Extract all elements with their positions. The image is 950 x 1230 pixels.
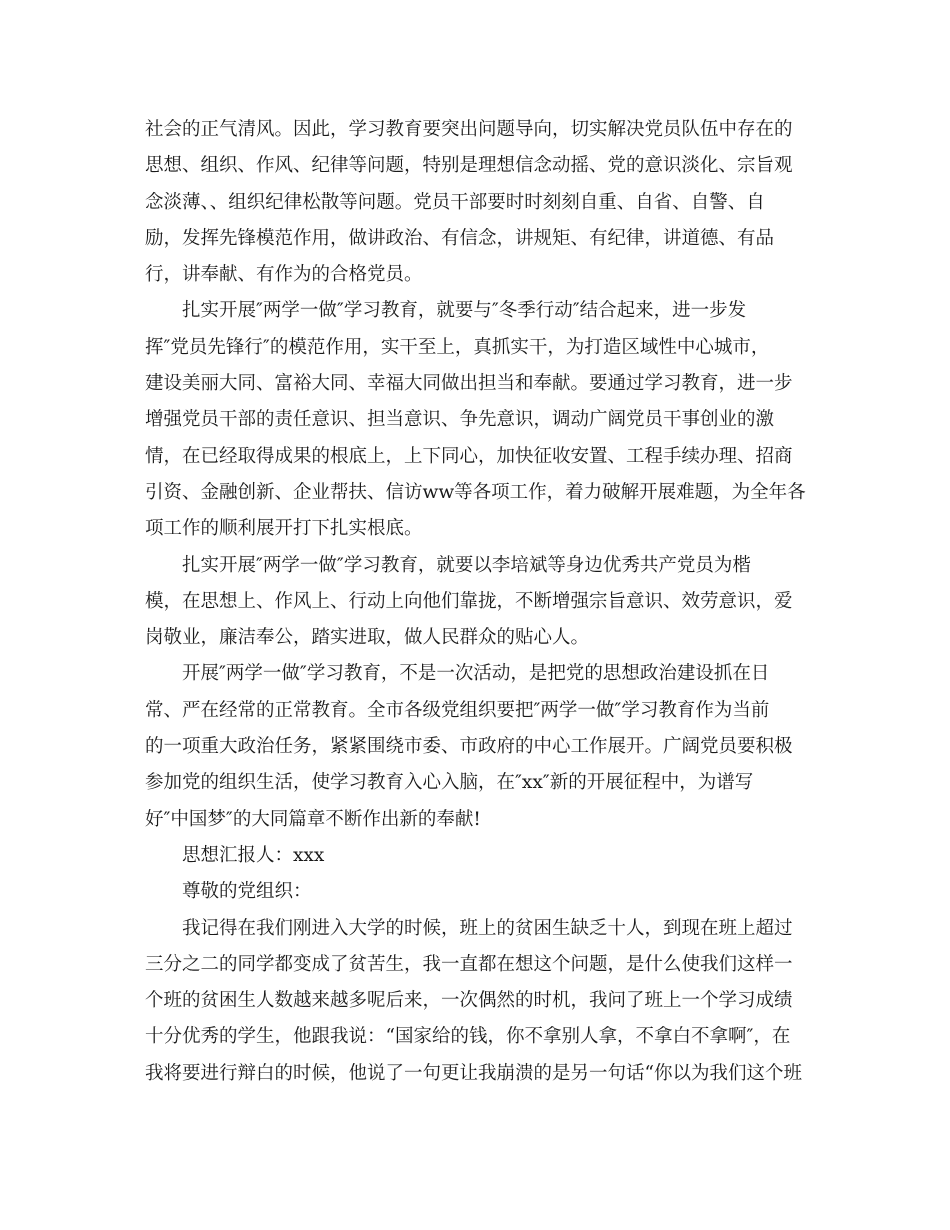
text-line: 模，在思想上、作风上、行动上向他们靠拢，不断增强宗旨意识、效劳意识，爱 — [145, 590, 793, 612]
text-line: 个班的贫困生人数越来越多呢后来，一次偶然的时机，我问了班上一个学习成绩 — [145, 990, 793, 1012]
text-line: 常、严在经常的正常教育。全市各级党组织要把″两学一做″学习教育作为当前 — [145, 699, 770, 721]
text-line: 参加党的组织生活，使学习教育入心入脑，在″xx″新的开展征程中，为谱写 — [145, 772, 754, 794]
text-line: 行，讲奉献、有作为的合格党员。 — [145, 264, 423, 286]
text-line: 好″中国梦″的大同篇章不断作出新的奉献! — [145, 808, 481, 830]
text-line: 社会的正气清风。因此，学习教育要突出问题导向，切实解决党员队伍中存在的 — [145, 119, 793, 140]
text-line: 念淡薄、、组织纪律松散等问题。党员干部要时时刻刻自重、自省、自警、自 — [145, 191, 765, 213]
text-line: 挥″党员先锋行″的模范作用，实干至上，真抓实干，为打造区域性中心城市， — [145, 336, 770, 358]
document-body — [145, 112, 810, 1092]
paragraph-first-line: 扎实开展″两学一做″学习教育，就要与″冬季行动″结合起来，进一步发 — [182, 300, 747, 322]
text-line: 情，在已经取得成果的根底上，上下同心，加快征收安置、工程手续办理、招商 — [145, 445, 793, 467]
paragraph-first-line: 思想汇报人：xxx — [182, 844, 325, 866]
paragraph-first-line: 尊敬的党组织： — [182, 881, 312, 903]
text-line: 引资、金融创新、企业帮扶、信访ww等各项工作，着力破解开展难题，为全年各 — [145, 481, 806, 503]
text-line: 建设美丽大同、富裕大同、幸福大同做出担当和奉献。要通过学习教育，进一步 — [145, 373, 793, 395]
text-line: 三分之二的同学都变成了贫苦生，我一直都在想这个问题，是什么使我们这样一 — [145, 953, 793, 975]
text-line: 十分优秀的学生，他跟我说：“国家给的钱，你不拿别人拿，不拿白不拿啊″，在 — [145, 1026, 791, 1048]
text-line: 的一项重大政治任务，紧紧围绕市委、市政府的中心工作展开。广阔党员要积极 — [145, 736, 793, 758]
paragraph-first-line: 扎实开展″两学一做″学习教育，就要以李培斌等身边优秀共产党员为楷 — [182, 554, 751, 576]
text-line: 岗敬业，廉洁奉公，踏实进取，做人民群众的贴心人。 — [145, 627, 590, 649]
paragraph-first-line: 开展″两学一做″学习教育，不是一次活动，是把党的思想政治建设抓在日 — [182, 663, 770, 685]
text-line: 励，发挥先锋模范作用，做讲政治、有信念，讲规矩、有纪律，讲道德、有品 — [145, 227, 775, 249]
text-line: 增强党员干部的责任意识、担当意识、争先意识，调动广阔党员干事创业的激 — [145, 409, 775, 431]
text-line: 项工作的顺利展开打下扎实根底。 — [145, 518, 423, 540]
text-line: 思想、组织、作风、纪律等问题，特别是理想信念动摇、党的意识淡化、宗旨观 — [145, 155, 793, 177]
text-line: 我将要进行辩白的时候，他说了一句更让我崩溃的是另一句话“你以为我们这个班 — [145, 1062, 802, 1084]
paragraph-first-line: 我记得在我们刚进入大学的时候，班上的贫困生缺乏十人，到现在班上超过 — [182, 917, 793, 939]
